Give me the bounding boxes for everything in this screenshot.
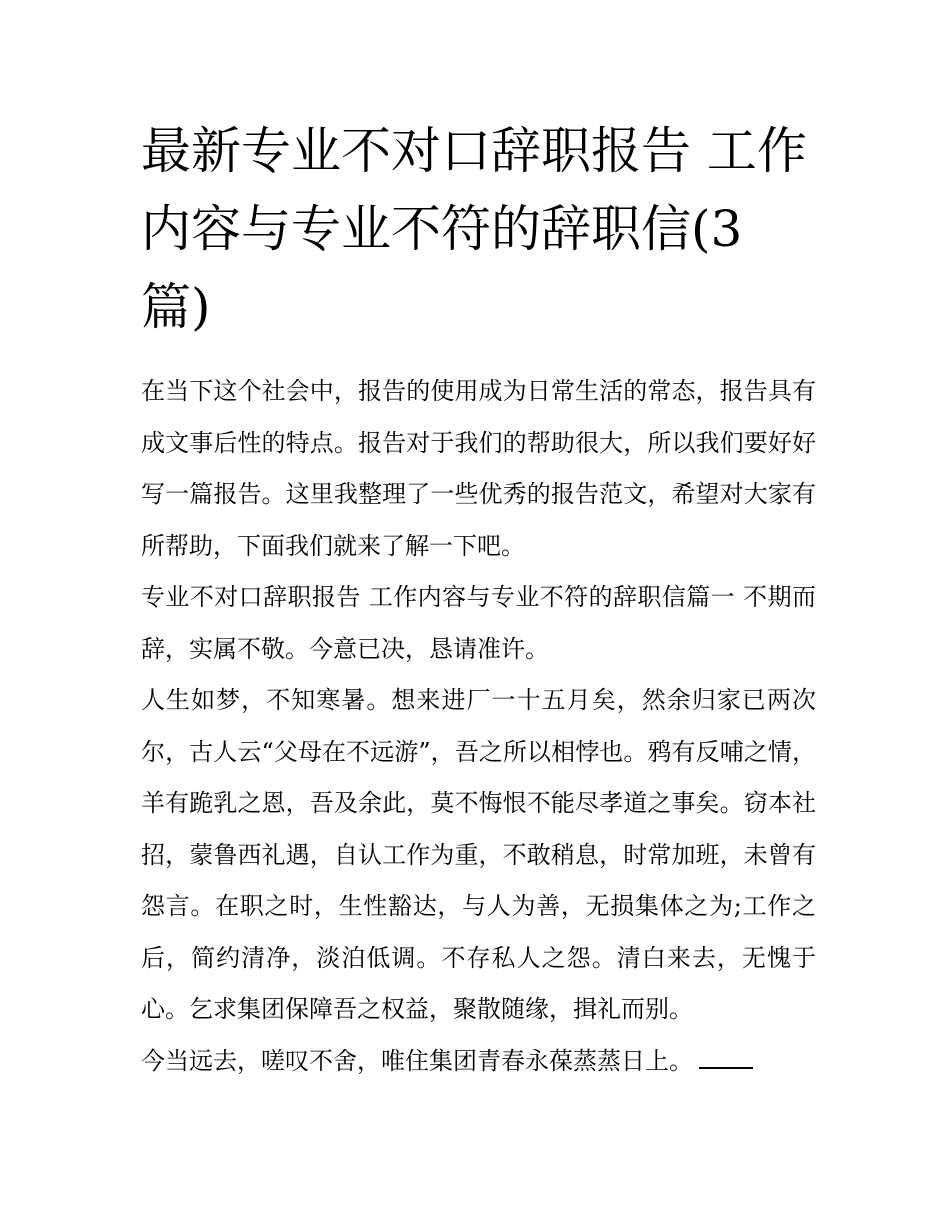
title-line-3: 篇) [141, 278, 211, 336]
signature-blank-line [699, 1049, 753, 1069]
closing-text: 今当远去，嗟叹不舍，唯住集团青春永葆蒸蒸日上。 [141, 1046, 693, 1075]
paragraph-main: 人生如梦，不知寒暑。想来进厂一十五月矣，然余归家已两次尔，古人云“父母在不远游”，吾之所以相悖也。鸦有反哺之情，羊有跪乳之恩，吾及余此，莫不悔恨不能尽孝道之事矣。窃本社招，蒙鲁西礼遇，自认工作为重，不敢稍息，时常加班，未曾有怨言。在职之时，生性豁达，与人为善，无损集体之为;工作之后，简约清净，淡泊低调。不存私人之怨。清白来去，无愧于心。乞求集团保障吾之权益，聚散随缘，揖礼而别。 [141, 686, 816, 1023]
document-page [141, 112, 816, 1087]
paragraph-closing [141, 1036, 816, 1088]
title-line-1: 最新专业不对口辞职报告 工作 [141, 122, 807, 180]
title-line-2: 内容与专业不符的辞职信(3 [141, 200, 743, 258]
paragraph-heading: 专业不对口辞职报告 工作内容与专业不符的辞职信篇一 不期而辞，实属不敬。今意已决，恳请准许。 [141, 583, 816, 663]
document-title [141, 112, 816, 346]
document-body [141, 366, 816, 1087]
paragraph-intro: 在当下这个社会中，报告的使用成为日常生活的常态，报告具有成文事后性的特点。报告对于我们的帮助很大，所以我们要好好写一篇报告。这里我整理了一些优秀的报告范文，希望对大家有所帮助，下面我们就来了解一下吧。 [141, 377, 816, 560]
